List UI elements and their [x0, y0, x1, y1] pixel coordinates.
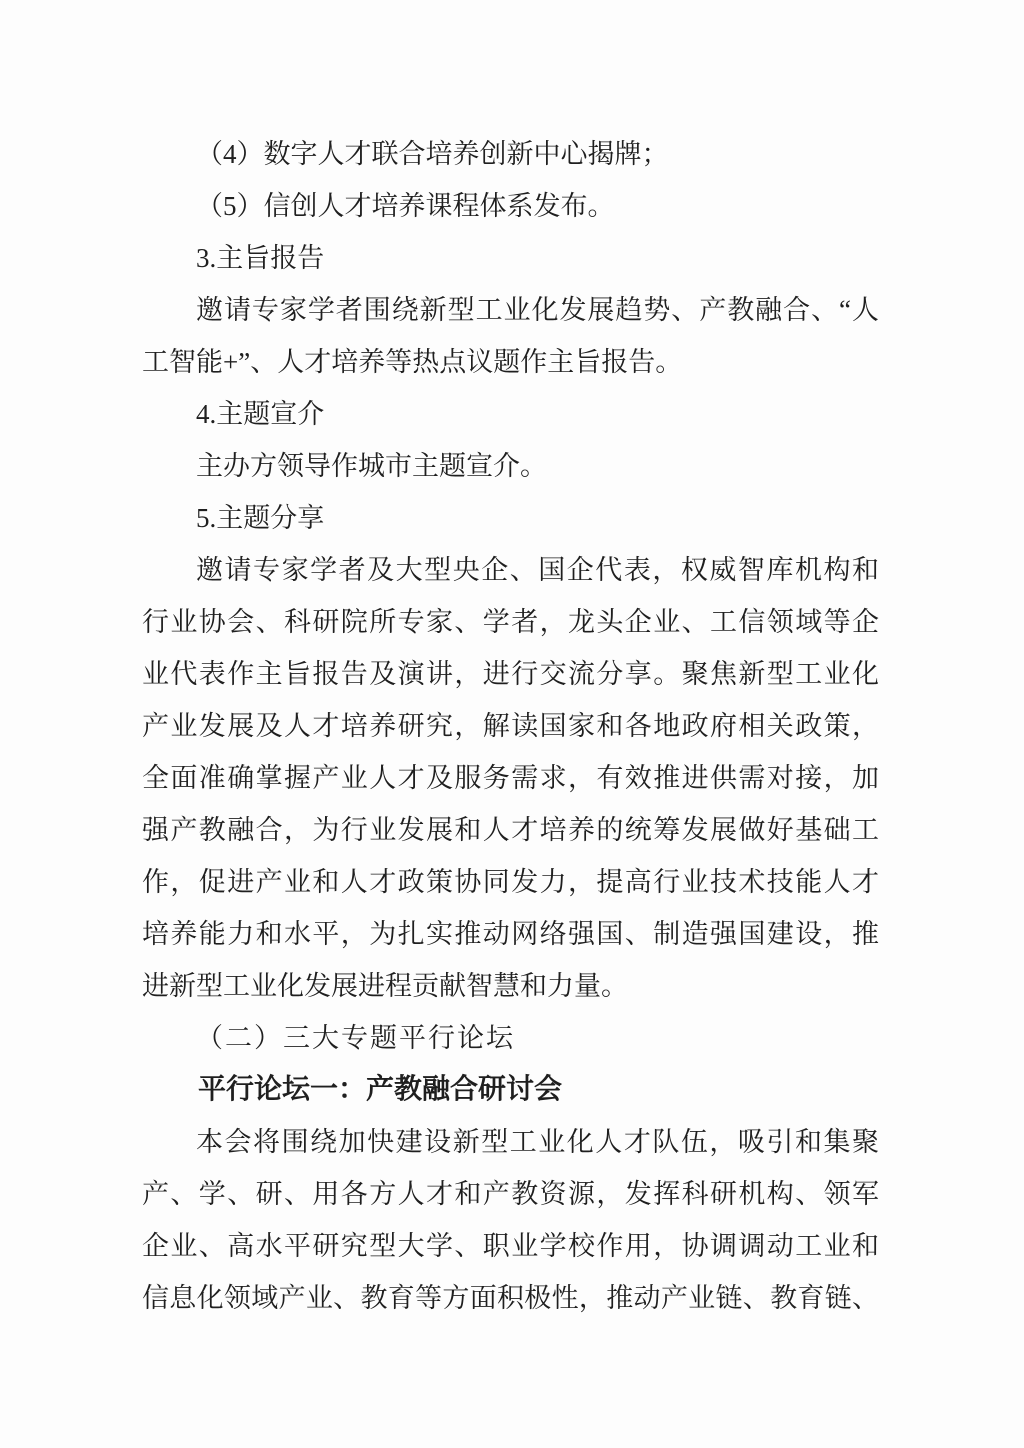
section-heading-2: （二）三大专题平行论坛: [196, 1023, 515, 1053]
paragraph-forum1-line-2: 产、学、研、用各方人才和产教资源，发挥科研机构、领军: [142, 1179, 879, 1209]
forum-1-heading: 平行论坛一：产教融合研讨会: [198, 1074, 563, 1105]
paragraph-sharing-line-9: 进新型工业化发展进程贡献智慧和力量。: [142, 971, 628, 1001]
paragraph-forum1-line-4: 信息化领域产业、教育等方面积极性，推动产业链、教育链、: [142, 1283, 879, 1313]
paragraph-sharing-line-4: 产业发展及人才培养研究，解读国家和各地政府相关政策，: [142, 711, 879, 741]
list-item-4: （4）数字人才联合培养创新中心揭牌；: [196, 139, 669, 169]
paragraph-sharing-line-8: 培养能力和水平，为扎实推动网络强国、制造强国建设，推: [142, 919, 879, 949]
paragraph-keynote-line-2: 工智能+”、人才培养等热点议题作主旨报告。: [142, 347, 683, 377]
paragraph-sharing-line-6: 强产教融合，为行业发展和人才培养的统筹发展做好基础工: [142, 815, 879, 845]
numbered-heading-3: 3.主旨报告: [196, 243, 325, 273]
numbered-heading-4: 4.主题宣介: [196, 399, 325, 429]
numbered-heading-5: 5.主题分享: [196, 503, 325, 533]
list-item-5: （5）信创人才培养课程体系发布。: [196, 191, 615, 221]
paragraph-forum1-line-1: 本会将围绕加快建设新型工业化人才队伍，吸引和集聚: [196, 1127, 879, 1157]
paragraph-sharing-line-7: 作，促进产业和人才政策协同发力，提高行业技术技能人才: [142, 867, 879, 897]
paragraph-sharing-line-3: 业代表作主旨报告及演讲，进行交流分享。聚焦新型工业化: [142, 659, 879, 689]
paragraph-sharing-line-2: 行业协会、科研院所专家、学者，龙头企业、工信领域等企: [142, 607, 879, 637]
paragraph-keynote-line-1: 邀请专家学者围绕新型工业化发展趋势、产教融合、“人: [196, 295, 879, 325]
paragraph-sharing-line-5: 全面准确掌握产业人才及服务需求，有效推进供需对接，加: [142, 763, 879, 793]
paragraph-forum1-line-3: 企业、高水平研究型大学、职业学校作用，协调调动工业和: [142, 1231, 879, 1261]
paragraph-sharing-line-1: 邀请专家学者及大型央企、国企代表，权威智库机构和: [196, 555, 879, 585]
document-body: [142, 128, 879, 1324]
paragraph-city-intro-line-1: 主办方领导作城市主题宣介。: [196, 451, 547, 481]
